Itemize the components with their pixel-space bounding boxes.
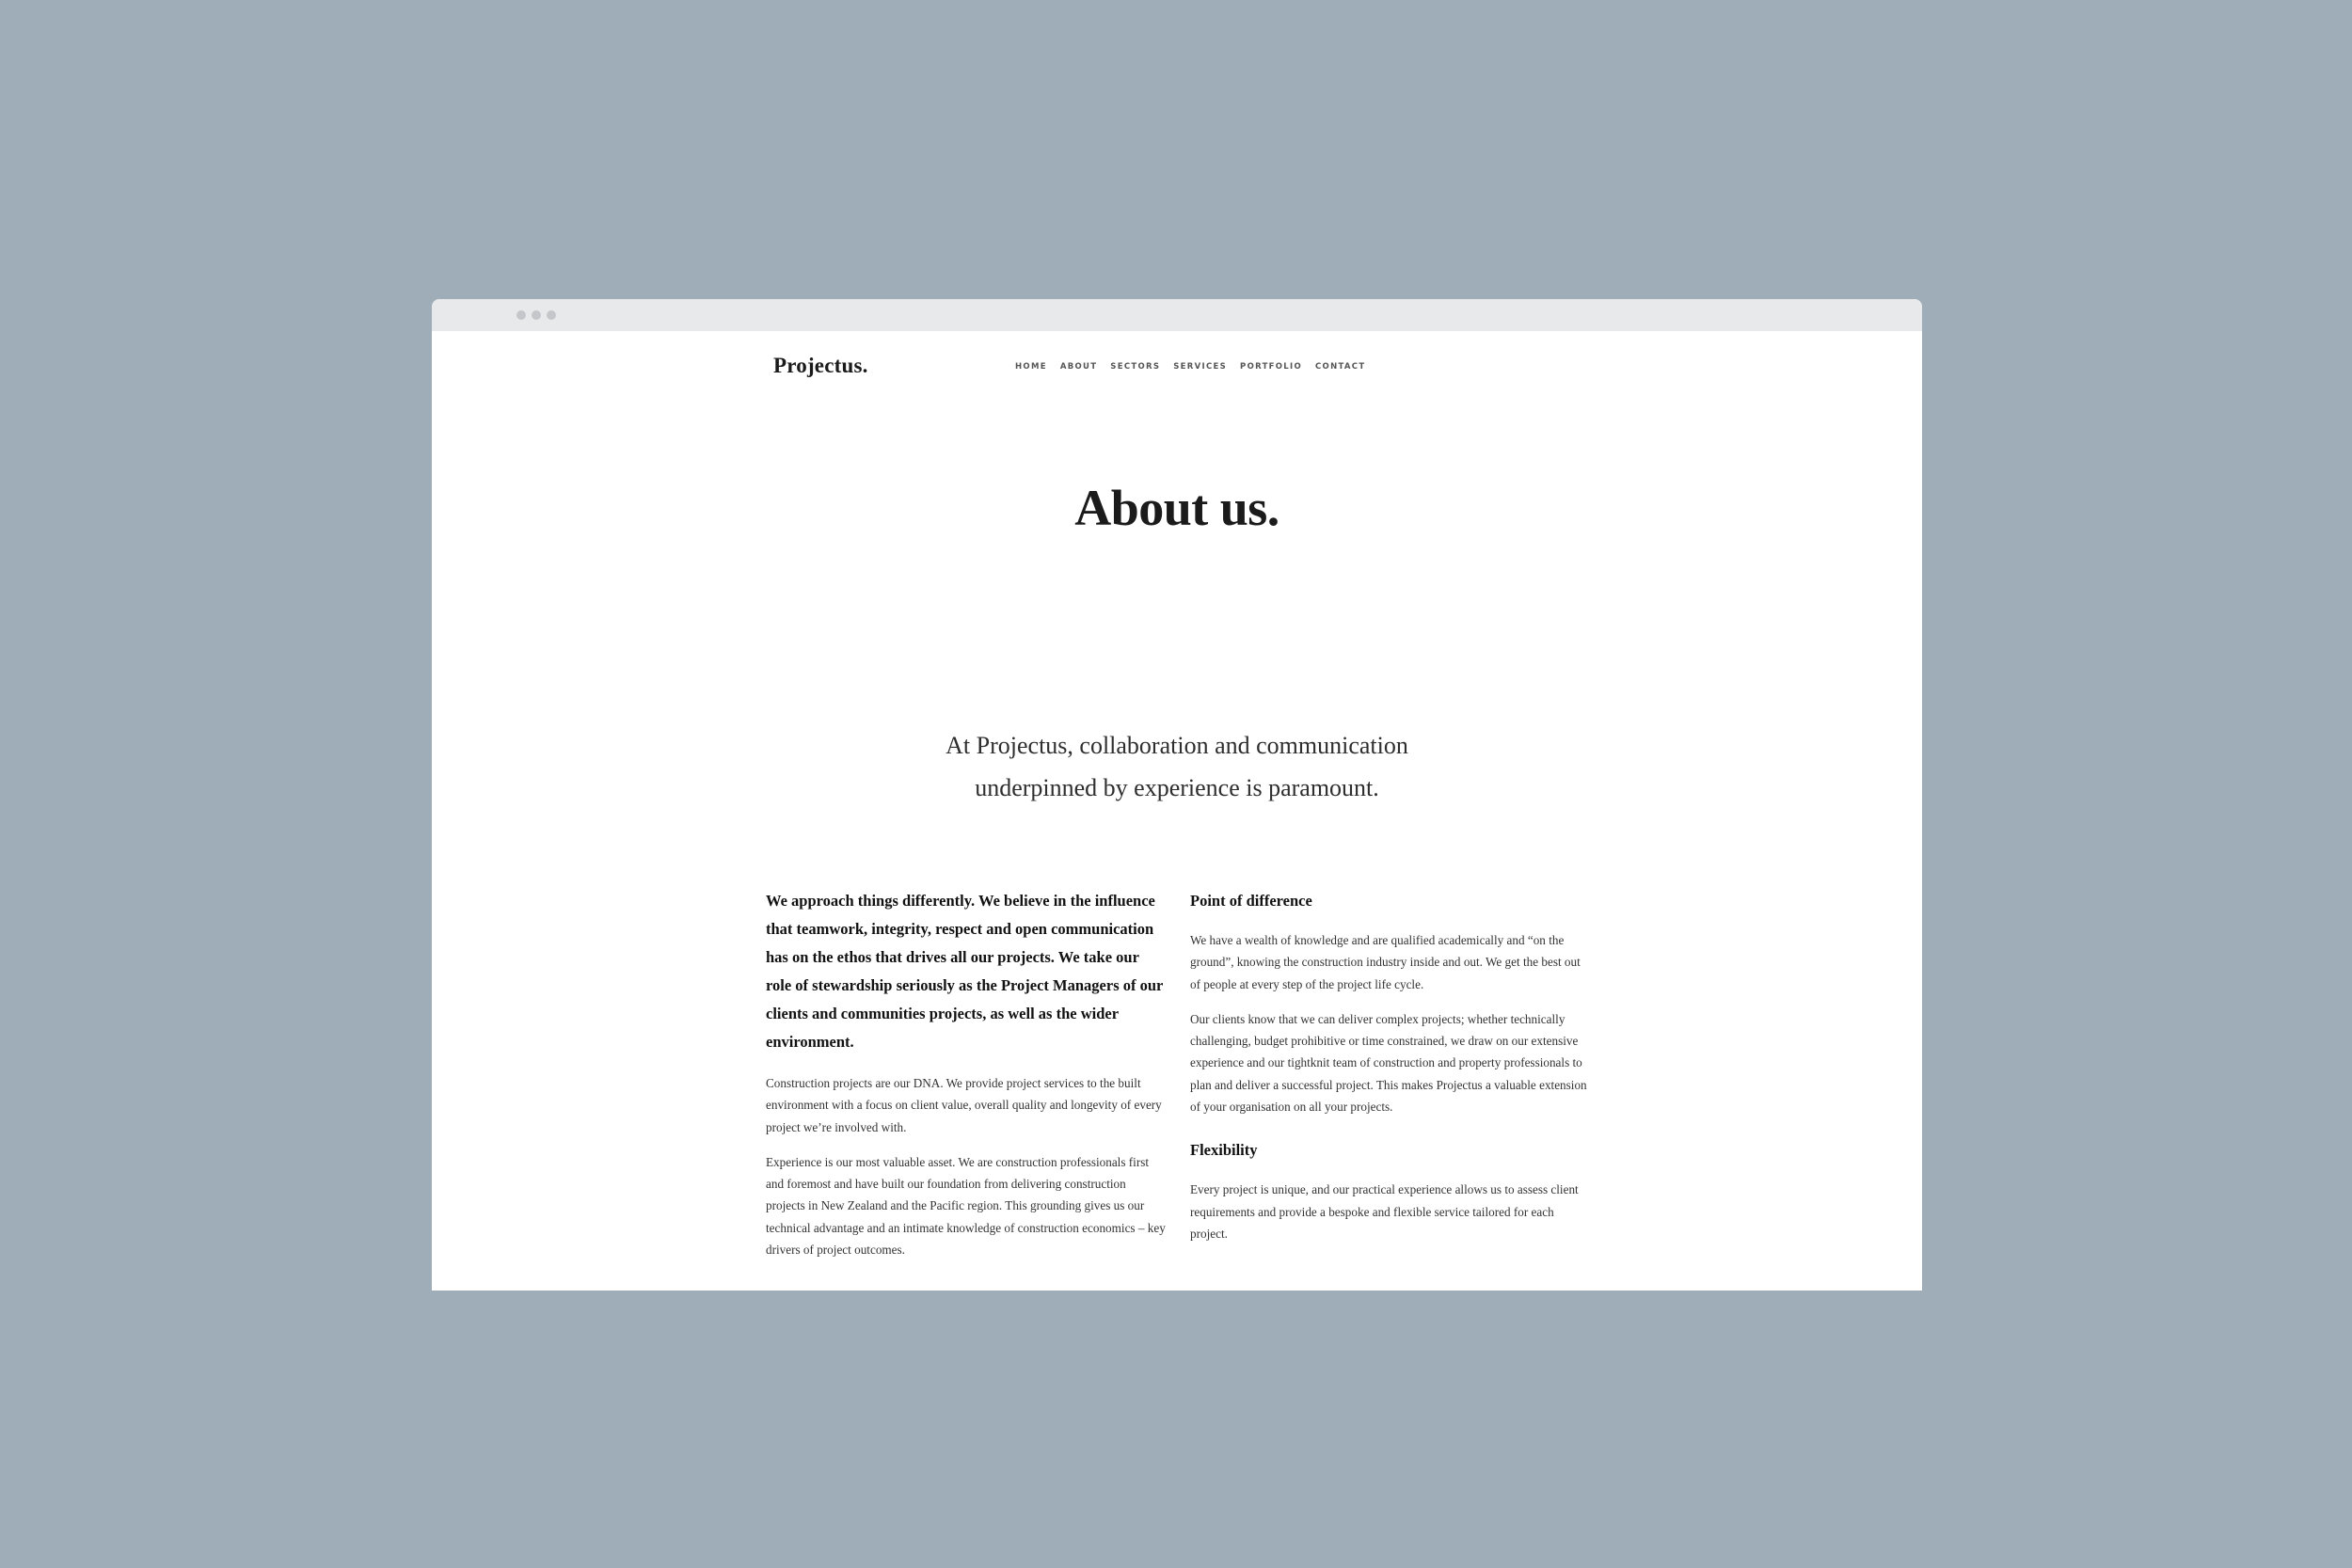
browser-window [432, 299, 1922, 1291]
browser-titlebar [432, 299, 1922, 331]
body-paragraph: We have a wealth of knowledge and are qualified academically and “on the ground”, knowing the construction industry inside and out. We get the best out of people at every step of the project life cycle. [1190, 933, 1581, 991]
window-dot-icon[interactable] [547, 310, 556, 320]
body-paragraph: Every project is unique, and our practical experience allows us to assess client requirements and provide a bespoke and flexible service tailored for each project. [1190, 1182, 1579, 1241]
window-dot-icon[interactable] [532, 310, 541, 320]
nav-item-about[interactable]: ABOUT [1059, 362, 1098, 372]
nav-item-portfolio[interactable]: PORTFOLIO [1240, 362, 1303, 372]
intro-line: underpinned by experience is paramount. [975, 774, 1379, 801]
left-column [766, 887, 1166, 1274]
main-nav [1015, 362, 1365, 372]
body-paragraph: Our clients know that we can deliver complex projects; whether technically challenging, budget prohibitive or time constrained, we draw on our extensive experience and our tightknit team of construction and property professionals to plan and deliver a successful project. This makes Projectus a valuable extension of your organisation on all your projects. [1190, 1011, 1587, 1115]
nav-item-services[interactable]: SERVICES [1173, 362, 1228, 372]
nav-item-home[interactable]: HOME [1015, 362, 1047, 372]
body-paragraph: Construction projects are our DNA. We provide project services to the built environment with a focus on client value, overall quality and longevity of every project we’re involved with. [766, 1076, 1162, 1134]
intro-statement [801, 724, 1553, 809]
section-heading-flexibility: Flexibility [1190, 1141, 1258, 1160]
intro-line: At Projectus, collaboration and communication [946, 732, 1408, 759]
body-paragraph: Experience is our most valuable asset. We are construction professionals first and foremost and have built our foundation from delivering construction projects in New Zealand and the Pacific region. This grounding gives us our technical advantage and an intimate knowledge of construction economics – key drivers of project outcomes. [766, 1154, 1166, 1258]
nav-item-sectors[interactable]: SECTORS [1110, 362, 1161, 372]
site-logo[interactable]: Projectus. [773, 354, 868, 377]
page-title: About us. [1074, 480, 1279, 536]
lead-paragraph: We approach things differently. We believe in the influence that teamwork, integrity, respect and open communication has on the ethos that drives all our projects. We take our role of stewardship seriously as the Project Managers of our clients and communities projects, as well as the wider environment. [766, 892, 1164, 1051]
window-dot-icon[interactable] [516, 310, 526, 320]
section-heading-point-of-difference: Point of difference [1190, 892, 1312, 910]
right-column [1190, 887, 1590, 1258]
nav-item-contact[interactable]: CONTACT [1315, 362, 1366, 372]
